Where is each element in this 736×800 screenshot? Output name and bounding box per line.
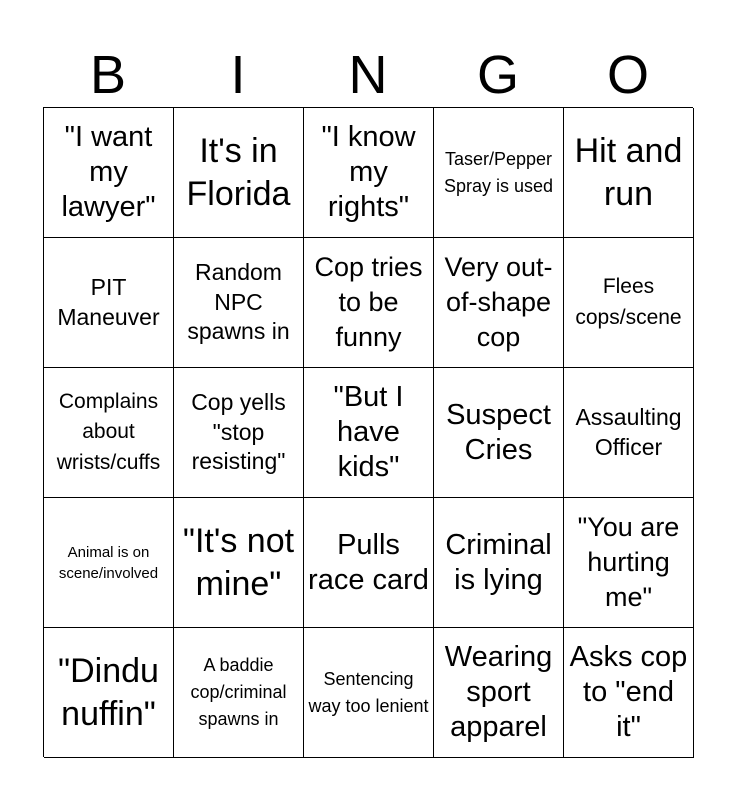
cell-text: It's in Florida [186,132,291,213]
bingo-cell[interactable] [304,498,434,628]
cell-text: Random NPC spawns in [187,258,290,345]
bingo-cell[interactable] [434,238,564,368]
header-letter-n: N [348,45,388,105]
bingo-cell[interactable] [304,238,434,368]
cell-text: A baddie cop/criminal spawns in [190,655,287,729]
bingo-cell[interactable] [44,628,174,758]
bingo-cell[interactable] [44,108,174,238]
bingo-cell[interactable] [174,108,304,238]
bingo-cell[interactable] [44,368,174,498]
bingo-header [43,42,693,108]
cell-text: Flees cops/scene [575,275,682,329]
cell-text: PIT Maneuver [57,273,160,330]
bingo-cell[interactable] [564,108,694,238]
bingo-cell[interactable] [434,368,564,498]
bingo-cell[interactable] [304,108,434,238]
bingo-cell[interactable] [304,368,434,498]
cell-text: Cop yells "stop resisting" [191,388,286,475]
cell-text: Taser/Pepper Spray is used [443,148,554,196]
cell-text: "I know my rights" [321,121,416,223]
bingo-cell[interactable] [564,628,694,758]
cell-text: Animal is on scene/involved [58,543,159,582]
cell-text: Asks cop to "end it" [569,641,688,743]
cell-text: Very out-of-shape cop [444,251,553,353]
bingo-cell[interactable] [44,238,174,368]
cell-text: Pulls race card [308,528,429,596]
bingo-cell[interactable] [434,108,564,238]
cell-text: "You are hurting me" [577,511,680,613]
cell-text: Wearing sport apparel [444,641,553,743]
cell-text: Hit and run [574,132,683,213]
cell-text: Assaulting Officer [575,403,682,460]
cell-text: Complains about wrists/cuffs [56,389,161,474]
bingo-cell[interactable] [564,498,694,628]
header-letter-g: G [476,45,519,105]
header-letter-i: I [230,45,246,105]
bingo-cell[interactable] [434,628,564,758]
cell-text: Criminal is lying [445,528,552,596]
bingo-cell[interactable] [434,498,564,628]
bingo-cell[interactable] [564,238,694,368]
bingo-grid [43,107,693,757]
cell-text: "But I have kids" [333,381,404,483]
bingo-cell[interactable] [174,368,304,498]
header-letter-b: B [89,45,127,105]
bingo-cell[interactable] [564,368,694,498]
cell-text: "Dindu nuffin" [58,652,159,733]
cell-text: Sentencing way too lenient [308,668,429,716]
header-letter-o: O [606,45,649,105]
cell-text: "It's not mine" [182,522,295,603]
cell-text: Cop tries to be funny [314,251,423,353]
cell-text: Suspect Cries [446,398,551,466]
bingo-cell[interactable] [44,498,174,628]
bingo-cell[interactable] [174,238,304,368]
bingo-cell[interactable] [174,498,304,628]
cell-text: "I want my lawyer" [61,121,156,223]
bingo-cell[interactable] [174,628,304,758]
bingo-cell[interactable] [304,628,434,758]
